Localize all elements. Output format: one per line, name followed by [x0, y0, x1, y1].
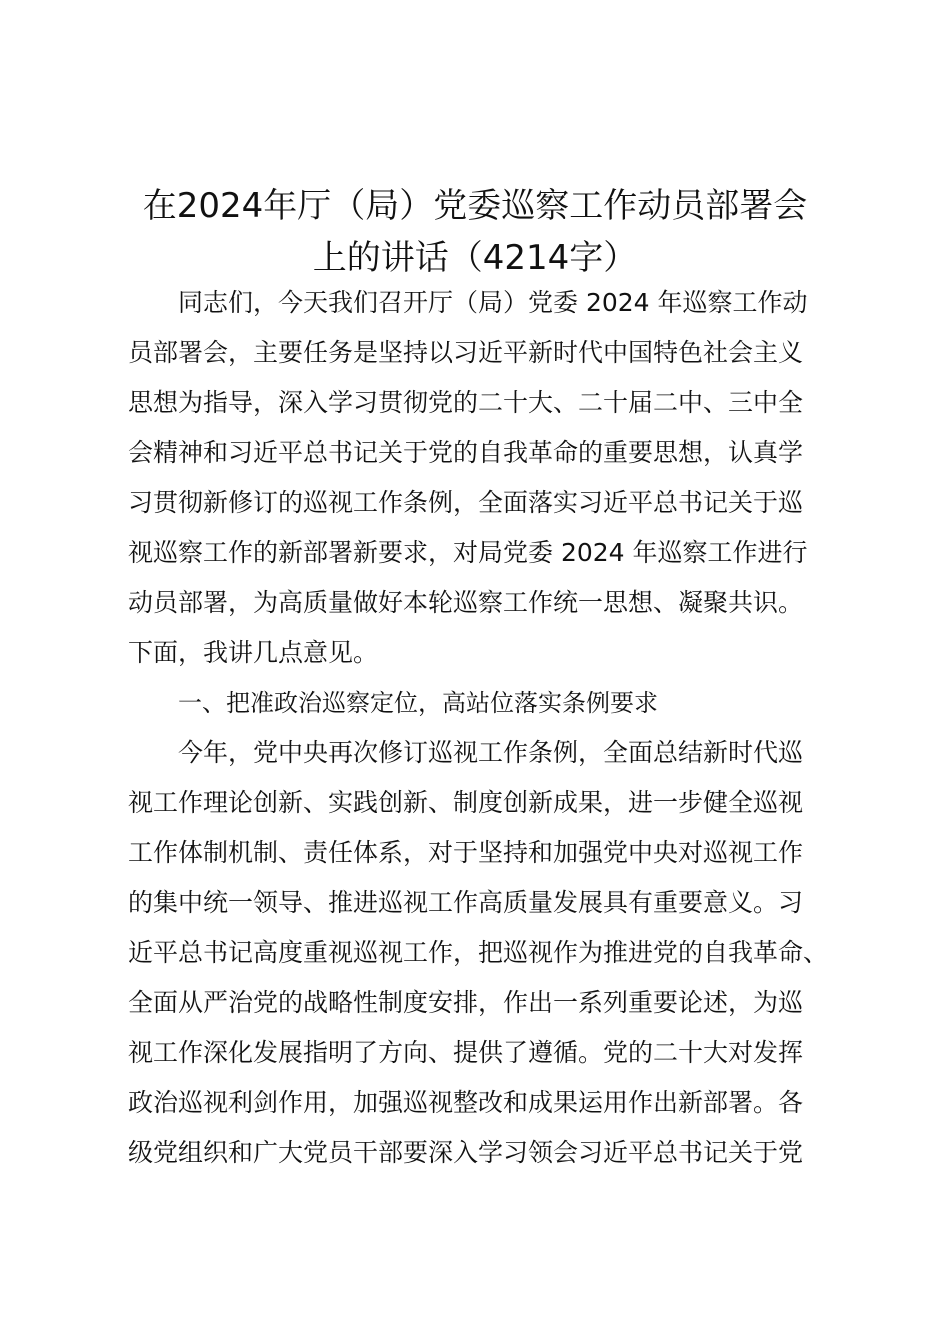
text-line: 动员部署，为高质量做好本轮巡察工作统一思想、凝聚共识。	[128, 588, 804, 617]
text-line: 同志们，今天我们召开厅（局）党委 2024 年巡察工作动	[178, 288, 808, 317]
text-line: 的集中统一领导、推进巡视工作高质量发展具有重要意义。习	[128, 888, 804, 917]
section-heading-text: 一、把准政治巡察定位，高站位落实条例要求	[178, 689, 658, 717]
section-heading-1	[128, 678, 848, 728]
text-line: 视工作理论创新、实践创新、制度创新成果，进一步健全巡视	[128, 788, 804, 817]
text-line: 员部署会，主要任务是坚持以习近平新时代中国特色社会主义	[128, 338, 804, 367]
text-line: 今年，党中央再次修订巡视工作条例，全面总结新时代巡	[178, 738, 804, 767]
text-line: 近平总书记高度重视巡视工作，把巡视作为推进党的自我革命、	[128, 938, 829, 967]
text-line: 会精神和习近平总书记关于党的自我革命的重要思想，认真学	[128, 438, 804, 467]
text-line: 视工作深化发展指明了方向、提供了遵循。党的二十大对发挥	[128, 1038, 804, 1067]
text-line: 习贯彻新修订的巡视工作条例，全面落实习近平总书记关于巡	[128, 488, 804, 517]
text-line: 视巡察工作的新部署新要求，对局党委 2024 年巡察工作进行	[128, 538, 808, 567]
text-line: 工作体制机制、责任体系，对于坚持和加强党中央对巡视工作	[128, 838, 804, 867]
text-line: 全面从严治党的战略性制度安排，作出一系列重要论述，为巡	[128, 988, 804, 1017]
paragraph-intro	[128, 278, 848, 678]
text-line: 级党组织和广大党员干部要深入学习领会习近平总书记关于党	[128, 1138, 804, 1167]
text-line: 思想为指导，深入学习贯彻党的二十大、二十届二中、三中全	[128, 388, 804, 417]
title-line-2: 上的讲话（4214字）	[312, 238, 638, 278]
document-body	[128, 278, 848, 1178]
text-line: 政治巡视利剑作用，加强巡视整改和成果运用作出新部署。各	[128, 1088, 804, 1117]
title-line-1: 在2024年厅（局）党委巡察工作动员部署会	[142, 186, 808, 226]
text-line: 下面，我讲几点意见。	[128, 638, 379, 667]
document-title	[110, 180, 840, 284]
paragraph-section-1	[128, 728, 848, 1178]
